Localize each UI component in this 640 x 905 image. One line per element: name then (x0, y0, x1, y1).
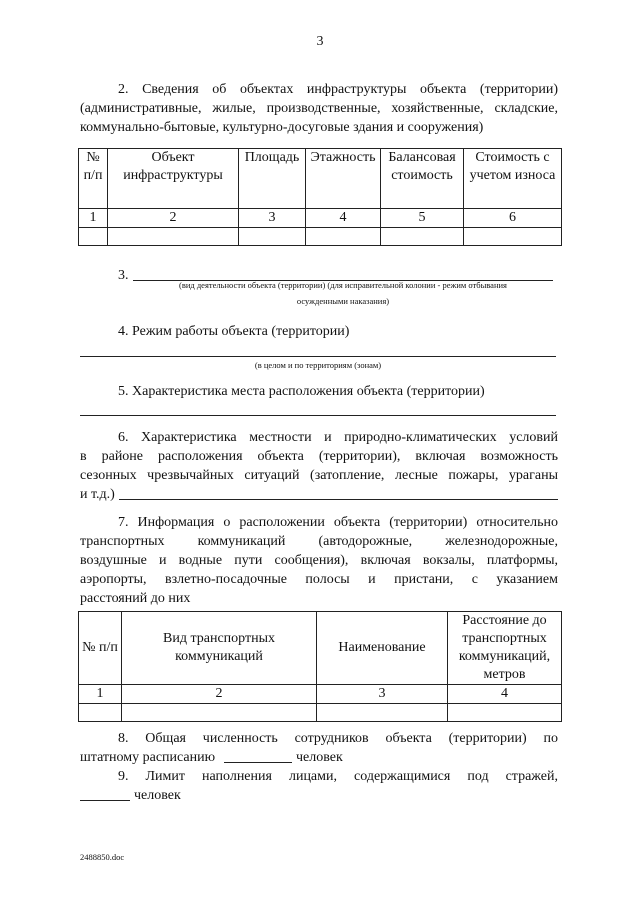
section8-line2-suffix: человек (296, 750, 343, 765)
section6-line4: и т.д.) (80, 487, 115, 502)
table-number-row (79, 209, 562, 228)
col-floors-header: Этажность (306, 149, 381, 209)
section6-line2: в районе расположения объекта (территории), включая возможность (80, 449, 558, 464)
section9-line1: 9. Лимит наполнения лицами, содержащимися под стражей, (118, 769, 558, 784)
section7-line3: воздушные и водные пути сообщения), включая вокзалы, платформы, (80, 553, 558, 568)
section6-fill-line[interactable] (119, 499, 558, 500)
table-cell: 2 (122, 685, 317, 704)
section7-line4: аэропорты, взлетно-посадочные полосы и пристани, с указанием (80, 572, 558, 587)
footer-filename: 2488850.doc (80, 852, 125, 862)
section2-line1: 2. Сведения об объектах инфраструктуры объекта (территории) (118, 82, 558, 97)
infrastructure-table (78, 148, 562, 246)
table-cell: 5 (381, 209, 464, 228)
section8-line1: 8. Общая численность сотрудников объекта (территории) по (118, 731, 558, 746)
staff-count-fill-line[interactable] (224, 762, 292, 763)
section5-fill-line[interactable] (80, 415, 556, 416)
col-object-header: Объект инфраструктуры (108, 149, 239, 209)
section7-line5: расстояний до них (80, 591, 191, 606)
section5-title: 5. Характеристика места расположения объекта (территории) (118, 384, 485, 399)
table-header-row (79, 612, 562, 685)
detainee-limit-fill-line[interactable] (80, 800, 130, 801)
col-name-header: Наименование (317, 612, 448, 685)
table-cell: 3 (317, 685, 448, 704)
table-empty-row (79, 228, 562, 246)
transport-table (78, 611, 562, 722)
table-number-row (79, 685, 562, 704)
page-number: 3 (316, 34, 324, 49)
table-cell: 4 (306, 209, 381, 228)
section3-hint2: осужденными наказания) (296, 296, 390, 306)
section6-line1: 6. Характеристика местности и природно-климатических условий (118, 430, 558, 445)
section2-line2: (административные, жилые, производственные, хозяйственные, складские, (80, 101, 558, 116)
col-depreciation-header: Стоимость с учетом износа (464, 149, 562, 209)
section2-line3: коммунально-бытовые, культурно-досуговые здания и сооружения) (80, 120, 484, 135)
table-cell: 1 (79, 685, 122, 704)
table-empty-row (79, 704, 562, 722)
section7-line1: 7. Информация о расположении объекта (территории) относительно (118, 515, 558, 530)
col-distance-header: Расстояние до транспортных коммуникаций, метров (448, 612, 562, 685)
section4-fill-line[interactable] (80, 356, 556, 357)
section6-line3: сезонных чрезвычайных ситуаций (затопление, лесные пожары, ураганы (80, 468, 558, 483)
col-number-header: № п/п (79, 612, 122, 685)
section3-label: 3. (118, 268, 129, 283)
col-transport-type-header: Вид транспортных коммуникаций (122, 612, 317, 685)
table-cell: 3 (239, 209, 306, 228)
section4-hint: (в целом и по территориям (зонам) (254, 360, 382, 370)
section7-line2: транспортных коммуникаций (автодорожные, железнодорожные, (80, 534, 558, 549)
section9-line2-suffix: человек (134, 788, 181, 803)
table-cell: 6 (464, 209, 562, 228)
table-cell: 4 (448, 685, 562, 704)
col-area-header: Площадь (239, 149, 306, 209)
table-header-row (79, 149, 562, 209)
section8-line2-prefix: штатному расписанию (80, 750, 216, 765)
section4-title: 4. Режим работы объекта (территории) (118, 324, 350, 339)
table-cell: 2 (108, 209, 239, 228)
section3-hint1: (вид деятельности объекта (территории) (для исправительной колонии - режим отбывания (179, 280, 507, 290)
table-cell: 1 (79, 209, 108, 228)
col-number-header: № п/п (79, 149, 108, 209)
col-balance-header: Балансовая стоимость (381, 149, 464, 209)
